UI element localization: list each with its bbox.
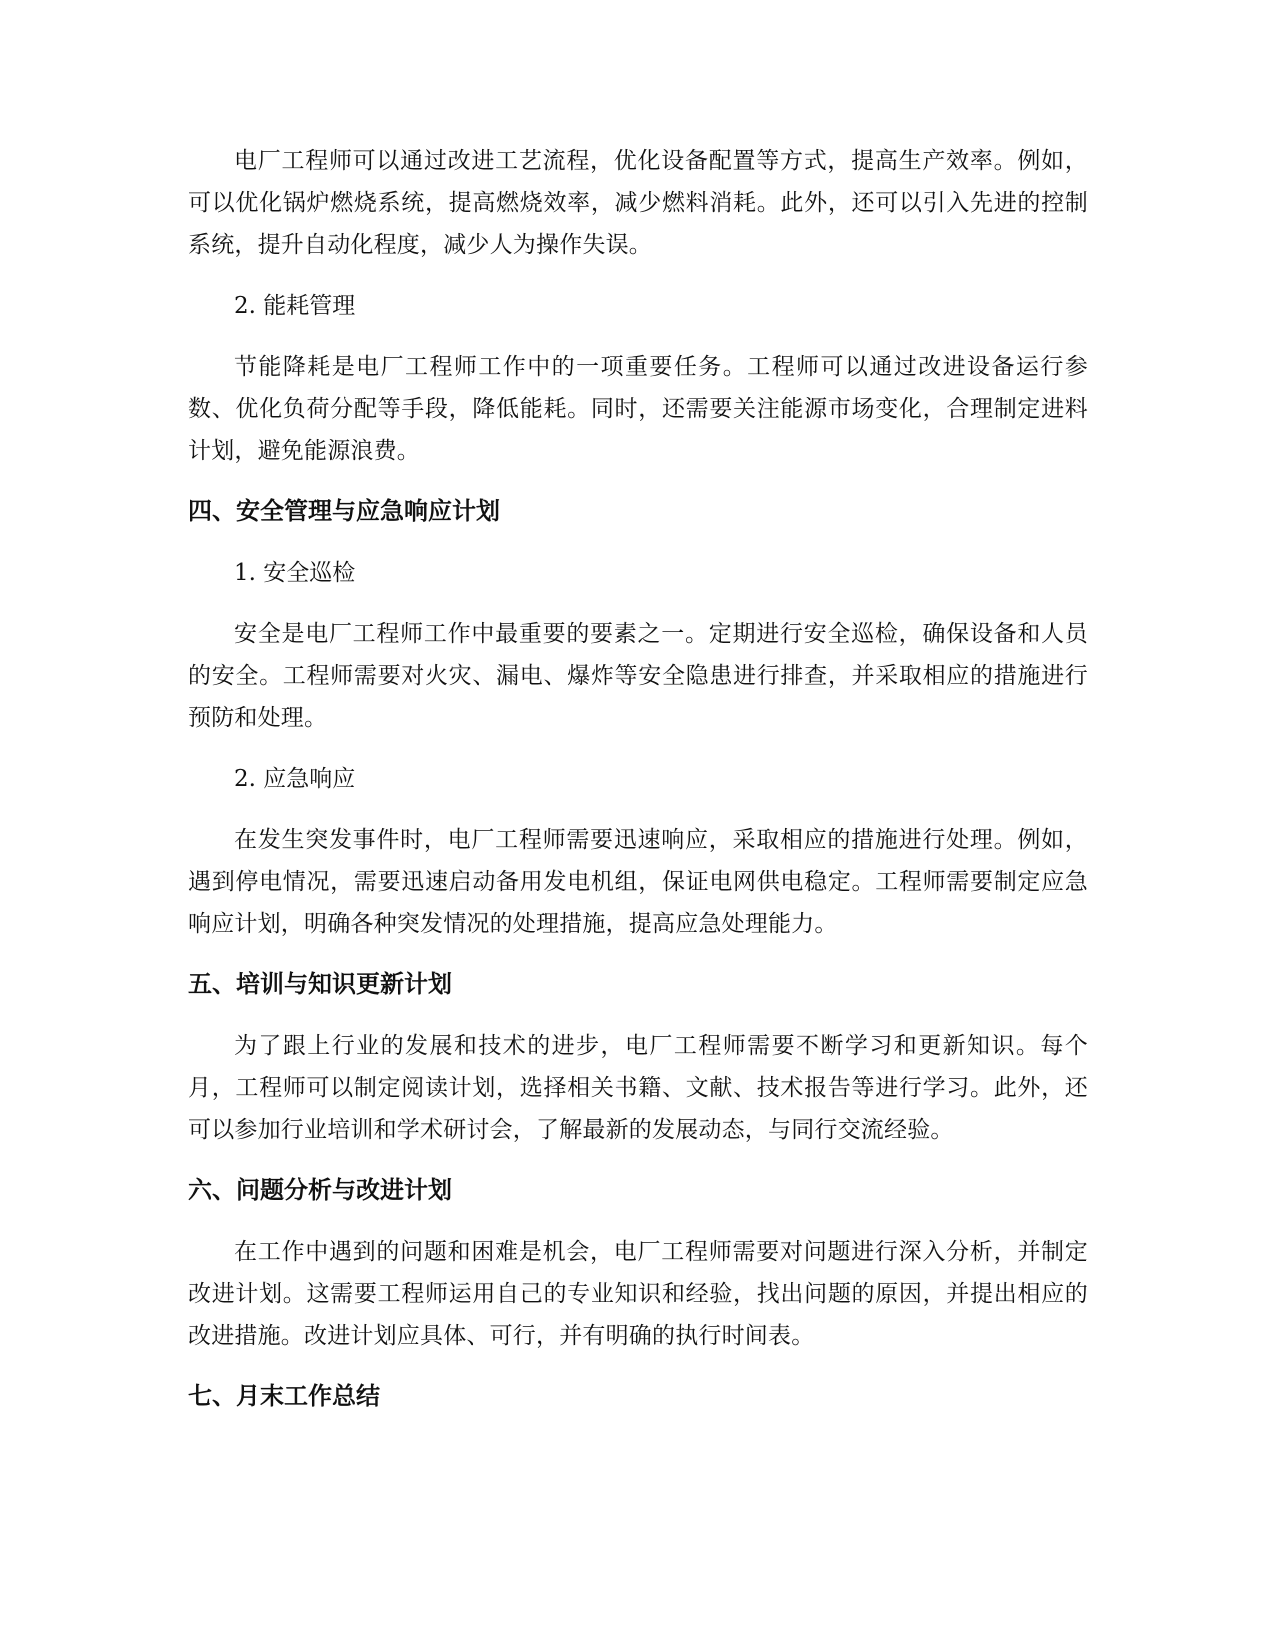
para-problem-analysis: 在工作中遇到的问题和困难是机会，电厂工程师需要对问题进行深入分析，并制定改进计划。这需要工程师运用自己的专业知识和经验，找出问题的原因，并提出相应的改进措施。改进计划应具体、可行，并有明确的执行时间表。 <box>188 1239 1088 1349</box>
subheading-emergency-response: 2. 应急响应 <box>234 766 356 792</box>
para-training: 为了跟上行业的发展和技术的进步，电厂工程师需要不断学习和更新知识。每个月，工程师可以制定阅读计划，选择相关书籍、文献、技术报告等进行学习。此外，还可以参加行业培训和学术研讨会，了解最新的发展动态，与同行交流经验。 <box>188 1033 1088 1143</box>
para-emergency-response: 在发生突发事件时，电厂工程师需要迅速响应，采取相应的措施进行处理。例如，遇到停电情况，需要迅速启动备用发电机组，保证电网供电稳定。工程师需要制定应急响应计划，明确各种突发情况的处理措施，提高应急处理能力。 <box>188 827 1088 937</box>
heading-section-7: 七、月末工作总结 <box>188 1382 380 1410</box>
document-page <box>188 140 1088 1437</box>
para-process-improvement: 电厂工程师可以通过改进工艺流程，优化设备配置等方式，提高生产效率。例如，可以优化锅炉燃烧系统，提高燃烧效率，减少燃料消耗。此外，还可以引入先进的控制系统，提升自动化程度，减少人为操作失误。 <box>188 148 1088 258</box>
subheading-energy-management: 2. 能耗管理 <box>234 293 356 319</box>
heading-section-5: 五、培训与知识更新计划 <box>188 970 452 998</box>
heading-section-6: 六、问题分析与改进计划 <box>188 1176 452 1204</box>
para-energy-saving: 节能降耗是电厂工程师工作中的一项重要任务。工程师可以通过改进设备运行参数、优化负荷分配等手段，降低能耗。同时，还需要关注能源市场变化，合理制定进料计划，避免能源浪费。 <box>188 354 1088 464</box>
heading-section-4: 四、安全管理与应急响应计划 <box>188 497 500 525</box>
para-safety-inspection: 安全是电厂工程师工作中最重要的要素之一。定期进行安全巡检，确保设备和人员的安全。工程师需要对火灾、漏电、爆炸等安全隐患进行排查，并采取相应的措施进行预防和处理。 <box>188 621 1088 731</box>
subheading-safety-inspection: 1. 安全巡检 <box>234 560 356 586</box>
